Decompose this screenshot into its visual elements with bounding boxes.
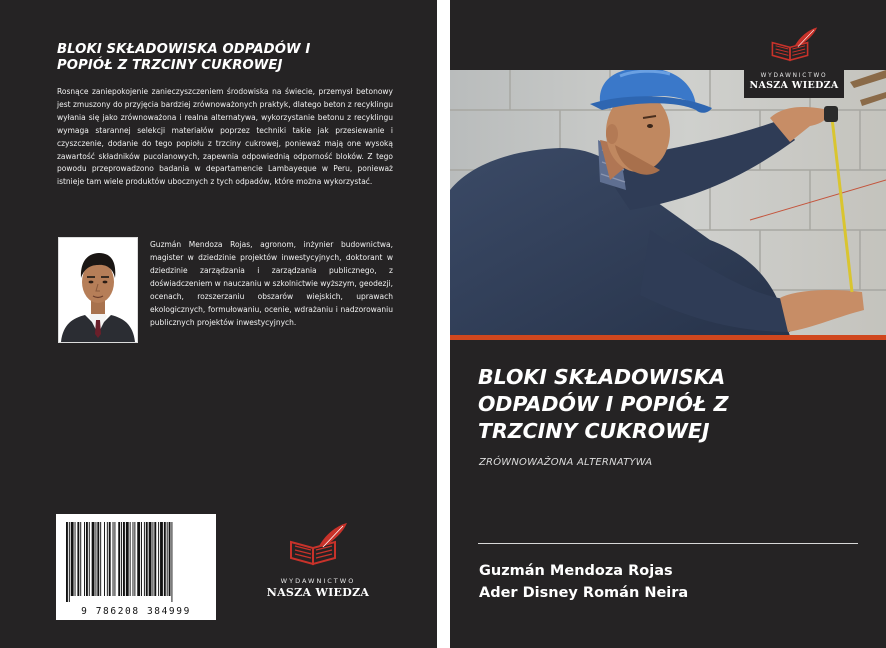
- barcode-bar: [69, 522, 70, 602]
- barcode-bar: [137, 522, 140, 596]
- barcode-bar: [154, 522, 156, 596]
- isbn-digits: 9 786208 384999: [81, 606, 191, 617]
- publisher-subtitle: WYDAWNICTWO: [280, 577, 356, 585]
- divider: [478, 543, 858, 544]
- barcode-bar: [130, 522, 131, 596]
- barcode-bar: [109, 522, 111, 596]
- author-list: [479, 560, 859, 604]
- barcode-bar: [66, 522, 68, 602]
- barcode-bar: [133, 522, 134, 596]
- publisher-subtitle: WYDAWNICTWO: [760, 73, 828, 79]
- barcode-bar: [146, 522, 148, 596]
- front-title-line-2: ODPADÓW I POPIÓŁ Z: [478, 392, 729, 416]
- barcode-bar: [80, 522, 81, 596]
- barcode-bar: [113, 522, 114, 596]
- barcode-bar: [164, 522, 166, 596]
- publisher-book-quill-icon: [283, 520, 353, 570]
- barcode-bar: [123, 522, 125, 596]
- barcode-bar: [152, 522, 153, 596]
- barcode-bar: [92, 522, 95, 596]
- author-bio: Guzmán Mendoza Rojas, agronom, inżynier budownictwa, magister w dziedzinie projektów inwestycyjnych, doktorant w dziedzinie zarządzania i zarządzania publicznego, z doświadczeniem w nauczaniu w szkolnictwie wyższym, geodezji, ocenach, rozszerzaniu obszarów wiejskich, uprawach ekologicznych, formułowaniu, ocenie, wdrażaniu i nadzorowaniu publicznych projektów inwestycyjnych.: [150, 240, 393, 327]
- book-subtitle: ZRÓWNOWAŻONA ALTERNATYWA: [479, 457, 653, 468]
- author-photo: [58, 237, 138, 343]
- publisher-name: NASZA WIEDZA: [266, 586, 370, 599]
- author-name: Ader Disney Román Neira: [479, 585, 689, 601]
- barcode-bar: [141, 522, 142, 596]
- barcode-bar: [71, 522, 74, 596]
- barcode-bar: [144, 522, 145, 596]
- barcode-bar: [84, 522, 85, 596]
- barcode-bar: [95, 522, 96, 596]
- front-cover-title: [478, 364, 848, 445]
- back-cover: [0, 0, 437, 648]
- barcode-bar: [158, 522, 159, 596]
- barcode-bars: [64, 522, 210, 602]
- book-description: Rosnące zaniepokojenie zanieczyszczeniem środowiska na świecie, przemysł betonowy jest zmuszony do przyjęcia bardziej zrównoważonych praktyk, dlatego beton z recyklingu wyłania się jako zrównoważona i realna alternatywa, wykorzystanie betonu z recyklingu wymaga starannej selekcji materiałów poprzez techniki takie jak przesiewanie i czyszczenie, dodanie do tego popiołu z trzciny cukrowej, ponieważ mają one wysoką zawartość składników pucolanowych, zapewnia odpowiednią odporność bloków. Z tego powodu przeprowadzono badania w departamencie Lambayeque w Peru, ponieważ istnieje tam wiele produktów ubocznych z tych odpadów, które można wykorzystać.: [57, 87, 393, 187]
- barcode-bar: [86, 522, 88, 596]
- publisher-name: NASZA WIEDZA: [749, 80, 839, 91]
- back-cover-title: [57, 42, 402, 74]
- publisher-logo-back: [258, 520, 378, 610]
- barcode-bar: [104, 522, 105, 596]
- spine-gap: [437, 0, 450, 648]
- author-name: Guzmán Mendoza Rojas: [479, 563, 673, 579]
- barcode-bar: [77, 522, 79, 596]
- barcode-bar: [114, 522, 115, 596]
- barcode-bar: [171, 522, 172, 602]
- publisher-logo-front: [744, 22, 844, 98]
- barcode-bar: [126, 522, 129, 596]
- barcode-bar: [97, 522, 99, 596]
- barcode-bar: [169, 522, 171, 596]
- barcode-bar: [89, 522, 90, 596]
- barcode-bar: [107, 522, 108, 596]
- barcode-bar: [121, 522, 122, 596]
- front-cover: [450, 0, 886, 648]
- barcode-bar: [100, 522, 101, 596]
- front-title-line-3: TRZCINY CUKROWEJ: [478, 419, 710, 443]
- barcode-bar: [149, 522, 152, 596]
- barcode-bar: [134, 522, 135, 596]
- front-title-line-1: BLOKI SKŁADOWISKA: [478, 365, 726, 389]
- barcode-bar: [167, 522, 168, 596]
- barcode-bar: [160, 522, 163, 596]
- back-title-line-1: BLOKI SKŁADOWISKA ODPADÓW I: [57, 42, 311, 57]
- barcode-bar: [75, 522, 76, 596]
- back-title-line-2: POPIÓŁ Z TRZCINY CUKROWEJ: [57, 58, 283, 73]
- publisher-book-quill-icon: [766, 24, 822, 66]
- isbn-barcode: [56, 514, 216, 620]
- cover-photo-construction-worker: [450, 70, 886, 336]
- accent-stripe: [450, 335, 886, 340]
- barcode-bar: [118, 522, 120, 596]
